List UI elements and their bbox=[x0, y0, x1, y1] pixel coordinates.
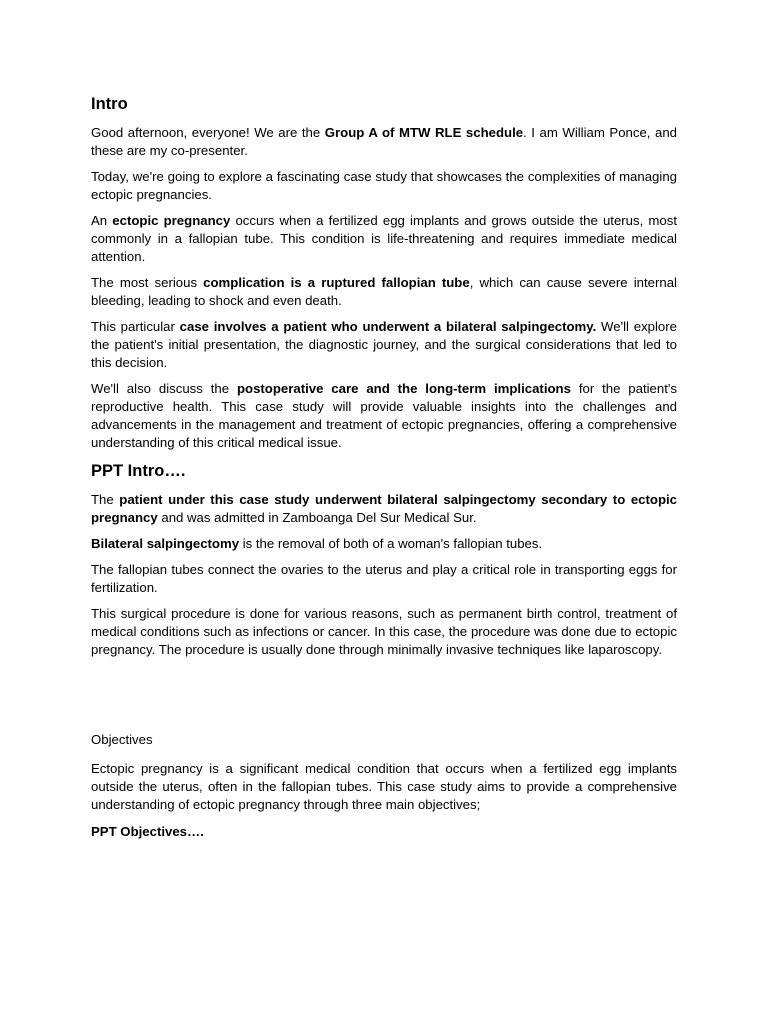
intro-p1-text-a: Good afternoon, everyone! We are the bbox=[91, 125, 325, 140]
ppt-intro-paragraph-salpingectomy bbox=[91, 535, 677, 553]
intro-p5-bold: case involves a patient who underwent a bilateral salpingectomy. bbox=[179, 319, 597, 334]
intro-paragraph-definition bbox=[91, 212, 677, 266]
ppt-intro-p1-bold: patient under this case study underwent bilateral salpingectomy secondary to ectopic pregnancy bbox=[91, 492, 677, 525]
ppt-intro-p1-text-c: and was admitted in Zamboanga Del Sur Medical Sur. bbox=[157, 510, 477, 525]
ppt-intro-p2-bold: Bilateral salpingectomy bbox=[91, 536, 240, 551]
intro-p1-bold: Group A of MTW RLE schedule bbox=[324, 125, 524, 140]
intro-p3-text-a: An bbox=[91, 213, 113, 228]
objectives-heading: Objectives bbox=[91, 732, 153, 747]
intro-p6-text-a: We'll also discuss the bbox=[91, 381, 237, 396]
intro-heading: Intro bbox=[91, 95, 128, 113]
ppt-objectives-bold: PPT Objectives…. bbox=[91, 824, 204, 839]
ppt-intro-heading: PPT Intro…. bbox=[91, 462, 186, 480]
ppt-intro-p1-text-a: The bbox=[91, 492, 120, 507]
intro-p6-bold: postoperative care and the long-term implications bbox=[236, 381, 571, 396]
ppt-intro-paragraph-patient bbox=[91, 491, 677, 527]
blank-space bbox=[91, 667, 677, 731]
intro-p6-text-c: for the patient's reproductive health. This case study will provide valuable insights into the challenges and advancements in the management and treatment of ectopic pregnancies, offering a comprehensive understanding of this critical medical issue. bbox=[91, 381, 678, 450]
intro-p4-text-a: The most serious bbox=[91, 275, 204, 290]
objectives-paragraph: Ectopic pregnancy is a significant medical condition that occurs when a fertilized egg implants outside the uterus, often in the fallopian tubes. This case study aims to provide a comprehensive understanding of ectopic pregnancy through three main objectives; bbox=[91, 761, 677, 812]
intro-paragraph-case bbox=[91, 318, 677, 372]
intro-paragraph-postoperative bbox=[91, 380, 677, 452]
ppt-intro-paragraph-tubes: The fallopian tubes connect the ovaries to the uterus and play a critical role in transporting eggs for fertilization. bbox=[91, 562, 677, 595]
intro-paragraph-greeting bbox=[91, 124, 677, 160]
intro-p4-text-c: , which can cause severe internal bleeding, leading to shock and even death. bbox=[91, 275, 677, 308]
intro-paragraph-complication bbox=[91, 274, 677, 310]
intro-p5-text-a: This particular bbox=[91, 319, 180, 334]
intro-p3-bold: ectopic pregnancy bbox=[112, 213, 231, 228]
ppt-objectives-label bbox=[91, 823, 677, 841]
intro-p3-text-c: occurs when a fertilized egg implants and grows outside the uterus, most commonly in a fallopian tube. This condition is life-threatening and requires immediate medical attention. bbox=[91, 213, 677, 264]
ppt-intro-p2-text-c: is the removal of both of a woman's fallopian tubes. bbox=[239, 536, 543, 551]
intro-paragraph-today: Today, we're going to explore a fascinating case study that showcases the complexities of managing ectopic pregnancies. bbox=[91, 169, 677, 202]
intro-p4-bold: complication is a ruptured fallopian tube bbox=[203, 275, 470, 290]
ppt-intro-paragraph-procedure: This surgical procedure is done for various reasons, such as permanent birth control, treatment of medical conditions such as infections or cancer. In this case, the procedure was done due to ectopic pregnancy. The procedure is usually done through minimally invasive techniques like laparoscopy. bbox=[91, 606, 677, 657]
intro-p5-text-c: We'll explore the patient's initial presentation, the diagnostic journey, and the surgical considerations that led to this decision. bbox=[91, 319, 677, 370]
intro-p1-text-c: . I am William Ponce, and these are my co-presenter. bbox=[91, 125, 678, 158]
